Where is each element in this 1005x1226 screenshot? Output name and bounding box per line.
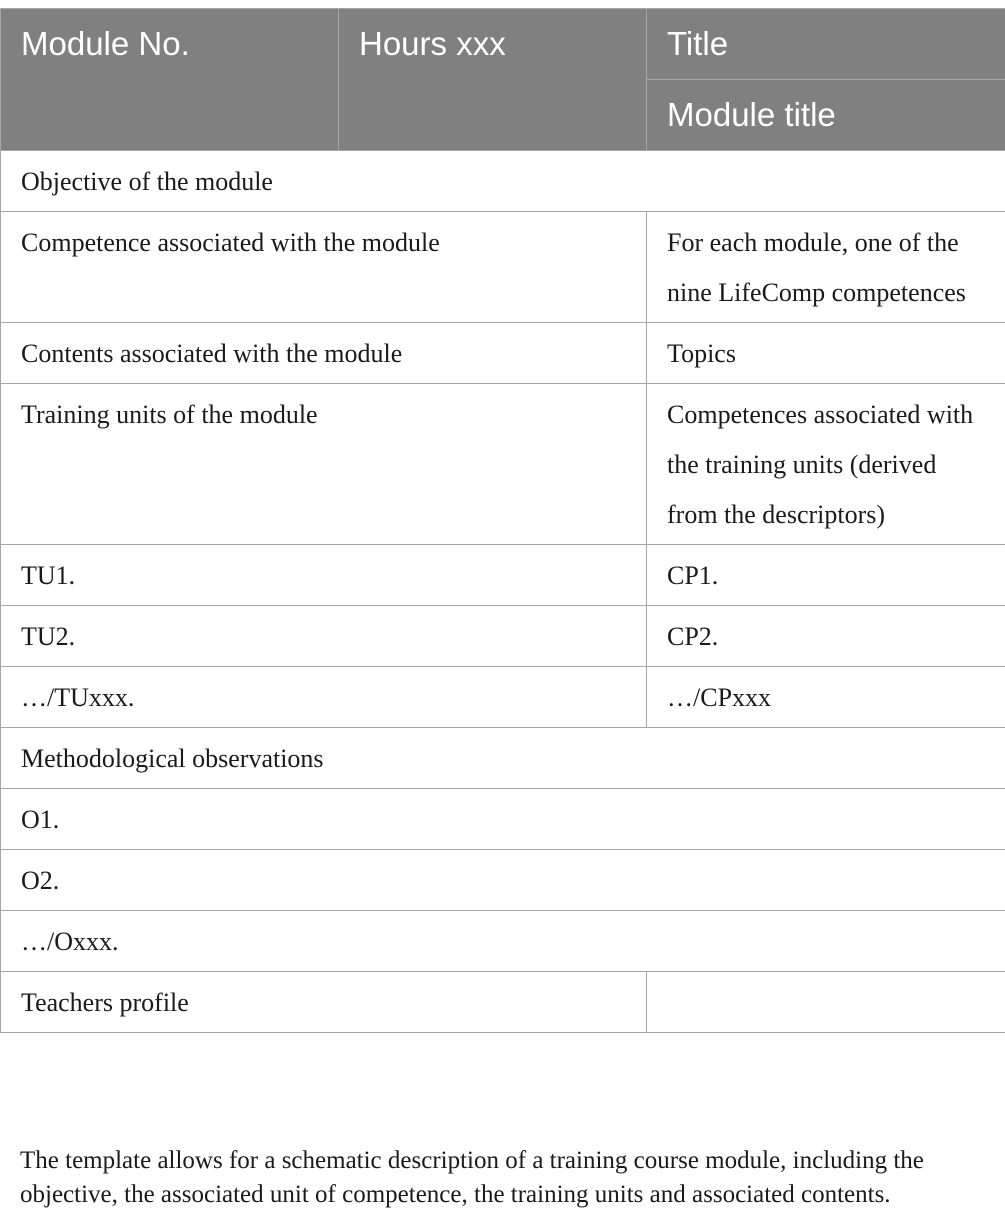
cpxxx-cell: …/CPxxx [647, 667, 1005, 728]
table-row [1, 384, 1005, 545]
header-hours: Hours xxx [339, 9, 647, 151]
table-row [1, 789, 1005, 850]
table-row [1, 972, 1005, 1033]
header-module-no: Module No. [1, 9, 339, 151]
table-row [1, 850, 1005, 911]
table-row [1, 606, 1005, 667]
tu1-cell: TU1. [1, 545, 647, 606]
table-row [1, 728, 1005, 789]
tuxxx-cell: …/TUxxx. [1, 667, 647, 728]
cp1-cell: CP1. [647, 545, 1005, 606]
methodological-cell: Methodological observations [1, 728, 1005, 789]
objective-cell: Objective of the module [1, 151, 1005, 212]
table-row [1, 911, 1005, 972]
o2-cell: O2. [1, 850, 1005, 911]
module-template-table [0, 8, 1005, 1033]
table-row [1, 545, 1005, 606]
oxxx-cell: …/Oxxx. [1, 911, 1005, 972]
table-row [1, 151, 1005, 212]
table-row [1, 323, 1005, 384]
tu2-cell: TU2. [1, 606, 647, 667]
header-title: Title [647, 9, 1005, 80]
header-module-title: Module title [647, 80, 1005, 151]
table-row [1, 667, 1005, 728]
contents-value: Topics [647, 323, 1005, 384]
training-units-value: Competences associated with the training units (derived from the descriptors) [647, 384, 1005, 545]
table-caption: The template allows for a schematic description of a training course module, including the objective, the associated unit of competence, the training units and associated contents. [20, 1147, 924, 1208]
competence-value: For each module, one of the nine LifeComp competences [647, 212, 1005, 323]
competence-label: Competence associated with the module [1, 212, 647, 323]
o1-cell: O1. [1, 789, 1005, 850]
contents-label: Contents associated with the module [1, 323, 647, 384]
cp2-cell: CP2. [647, 606, 1005, 667]
teachers-profile-label: Teachers profile [1, 972, 647, 1033]
training-units-label: Training units of the module [1, 384, 647, 545]
table-row [1, 212, 1005, 323]
teachers-profile-value [647, 972, 1005, 1033]
